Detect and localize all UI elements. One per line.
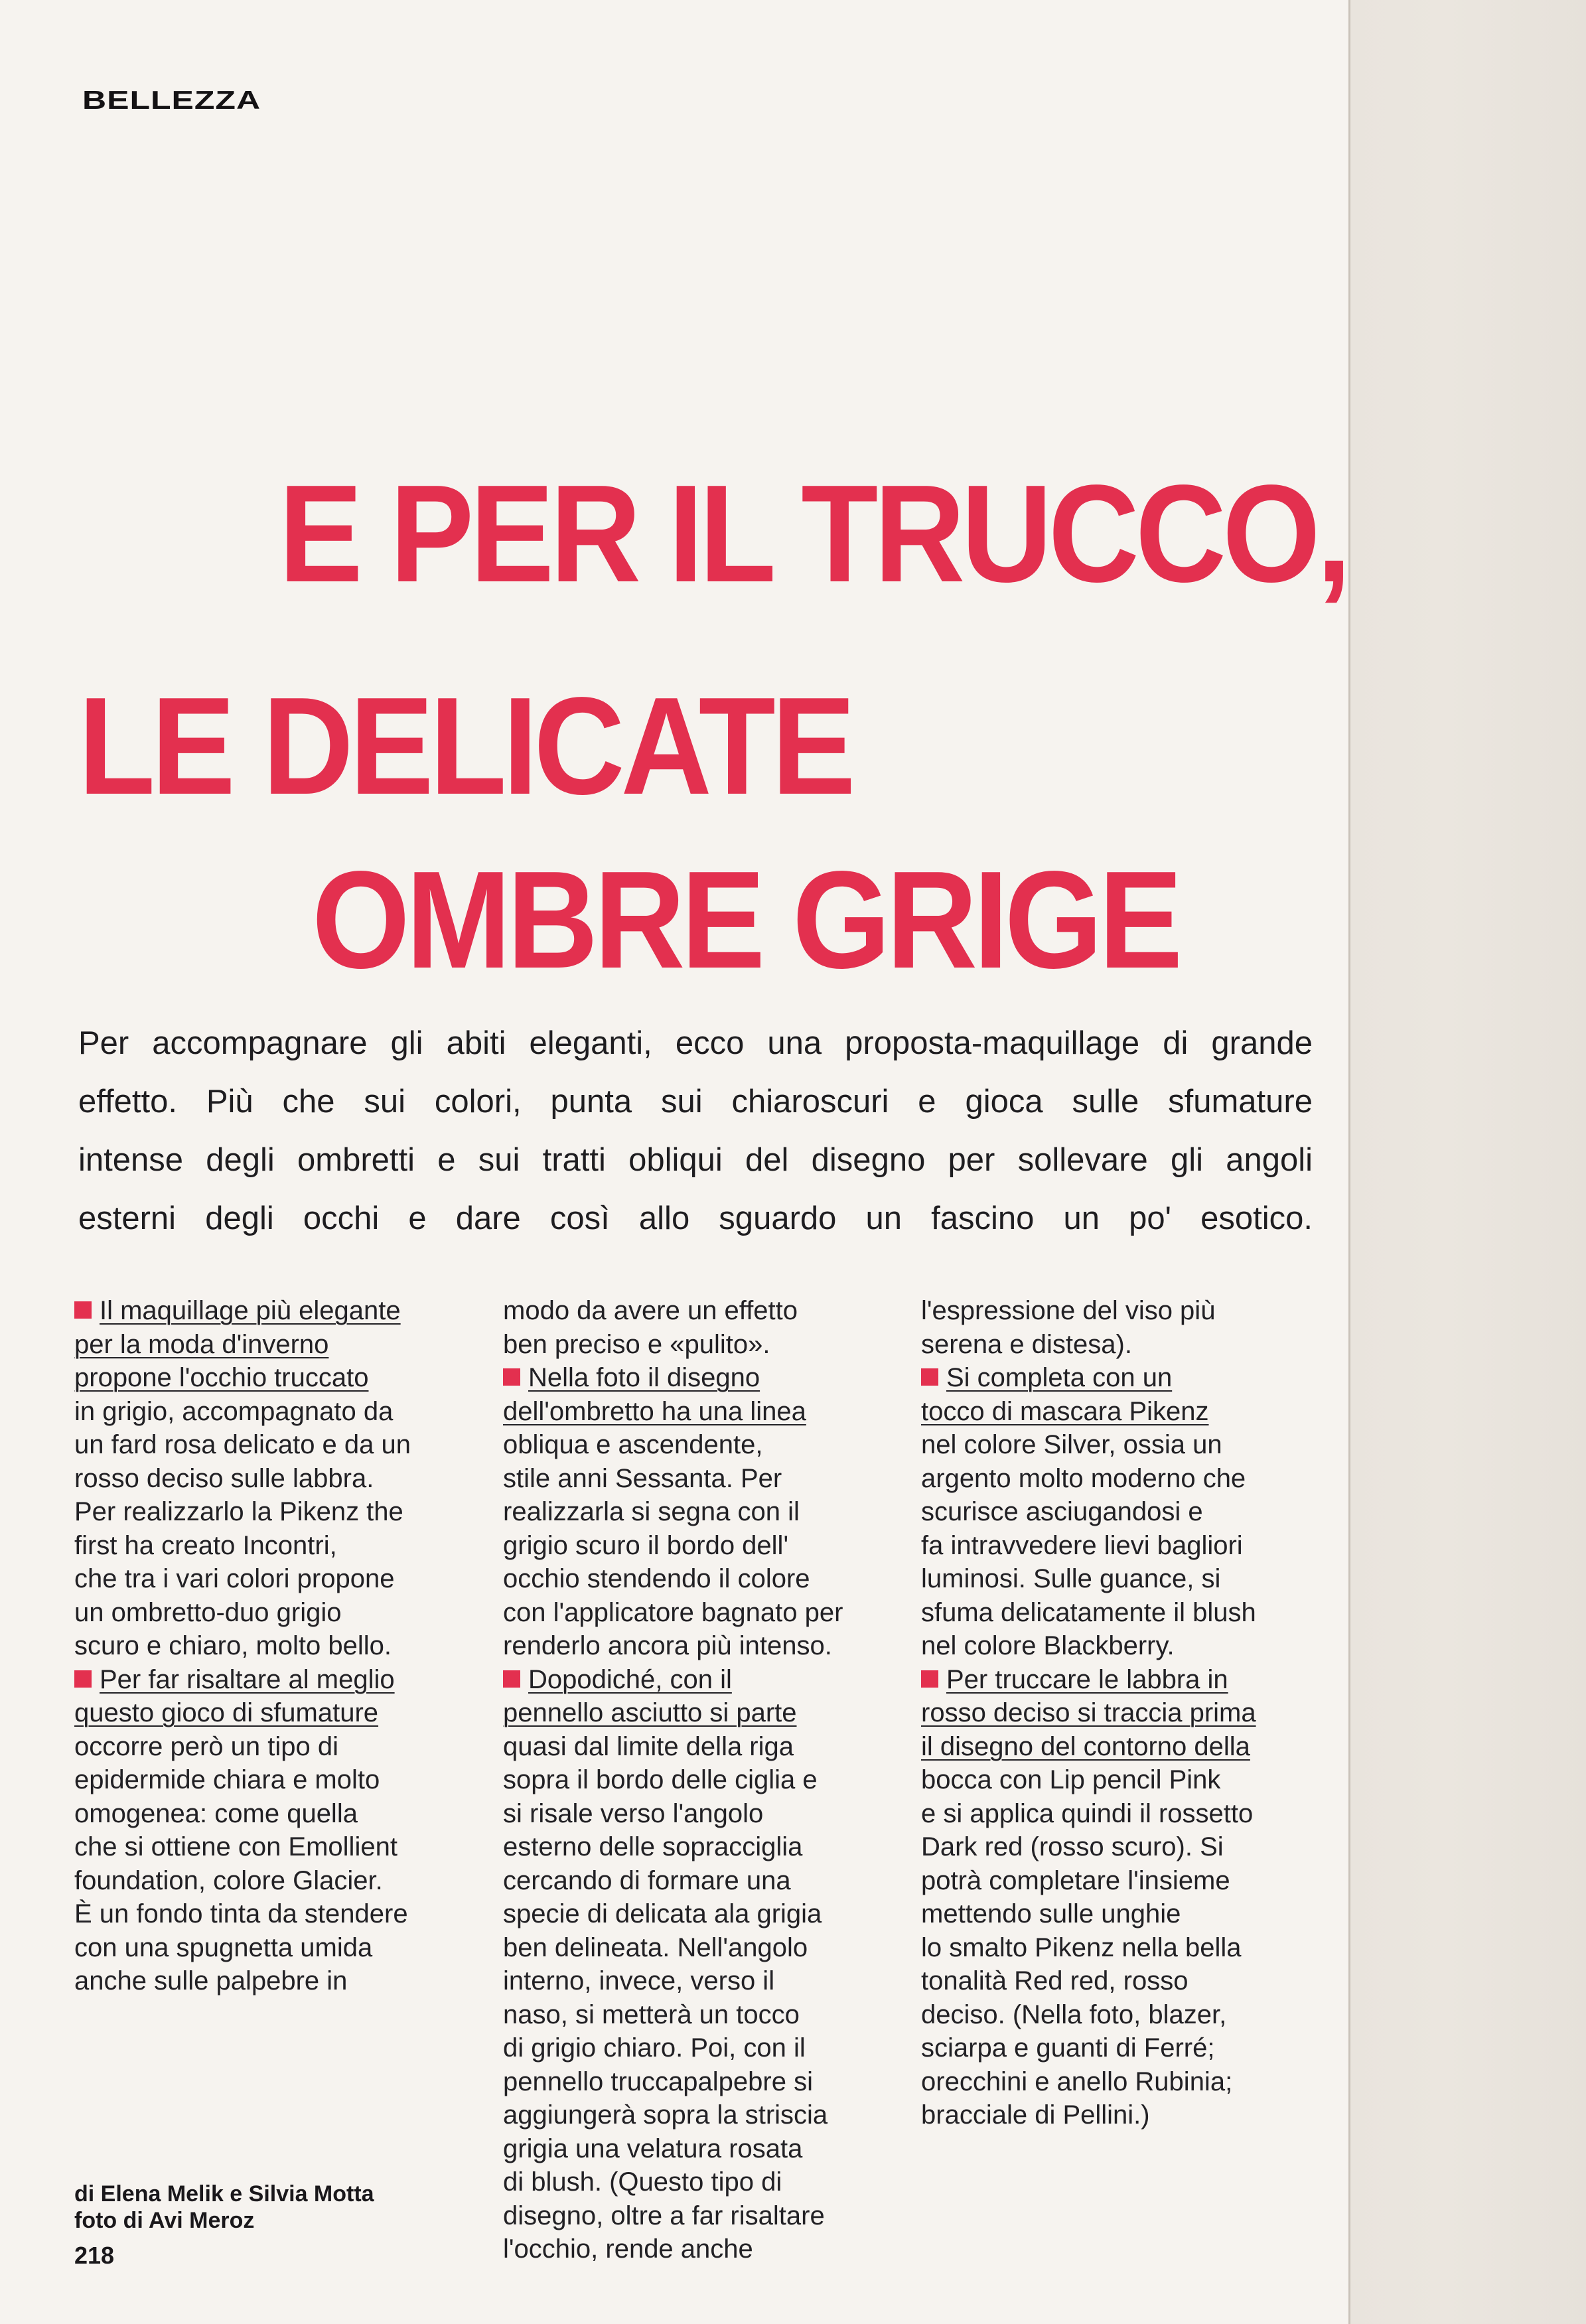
column-line: rosso deciso si traccia prima: [921, 1698, 1256, 1727]
column-line: epidermide chiara e molto: [74, 1765, 380, 1794]
column-line: tocco di mascara Pikenz: [921, 1396, 1209, 1426]
column-line: con una spugnetta umida: [74, 1932, 373, 1962]
column-line: un fard rosa delicato e da un: [74, 1430, 411, 1459]
column-line: Per truccare le labbra in: [921, 1663, 1256, 1697]
column-line: Dark red (rosso scuro). Si: [921, 1832, 1224, 1861]
column-line: grigio scuro il bordo dell': [503, 1530, 789, 1560]
column-line: fa intravvedere lievi bagliori: [921, 1530, 1243, 1560]
column-line: Il maquillage più elegante: [74, 1294, 411, 1328]
headline-line-3: OMBRE GRIGE: [312, 842, 1179, 998]
intro-paragraph: [78, 1014, 1313, 1248]
column-line: È un fondo tinta da stendere: [74, 1899, 408, 1928]
page-number: 218: [74, 2242, 115, 2269]
column-line: bracciale di Pellini.): [921, 2100, 1150, 2130]
column-line: ben delineata. Nell'angolo: [503, 1932, 808, 1962]
column-line: interno, invece, verso il: [503, 1966, 775, 1996]
headline-line-1: E PER IL TRUCCO,: [279, 456, 1348, 612]
column-line: occhio stendendo il colore: [503, 1564, 810, 1593]
bullet-square: [921, 1368, 938, 1386]
column-line: modo da avere un effetto: [503, 1296, 798, 1325]
column-line: foundation, colore Glacier.: [74, 1865, 383, 1895]
column-line: con l'applicatore bagnato per: [503, 1597, 843, 1627]
column-line: renderlo ancora più intenso.: [503, 1631, 832, 1660]
column-line: orecchini e anello Rubinia;: [921, 2067, 1233, 2096]
column-line: l'occhio, rende anche: [503, 2234, 753, 2264]
bullet-square: [74, 1670, 92, 1688]
column-line: realizzarla si segna con il: [503, 1497, 800, 1526]
column-line: scurisce asciugandosi e: [921, 1497, 1203, 1526]
column-line: il disegno del contorno della: [921, 1731, 1250, 1761]
adjacent-page-edge: [1348, 0, 1586, 2324]
column-line: esterno delle sopracciglia: [503, 1832, 803, 1861]
column-line: serena e distesa).: [921, 1329, 1132, 1359]
column-line: pennello asciutto si parte: [503, 1698, 797, 1727]
column-line: argento molto moderno che: [921, 1463, 1246, 1493]
column-line: tonalità Red red, rosso: [921, 1966, 1189, 1996]
column-line: potrà completare l'insieme: [921, 1865, 1230, 1895]
article-column-2: [503, 1294, 843, 2266]
column-line: sopra il bordo delle ciglia e: [503, 1765, 818, 1794]
column-line: obliqua e ascendente,: [503, 1430, 763, 1459]
column-line: sfuma delicatamente il blush: [921, 1597, 1256, 1627]
column-line: si risale verso l'angolo: [503, 1798, 764, 1828]
article-column-1: [74, 1294, 411, 1998]
column-line: propone l'occhio truccato: [74, 1363, 369, 1392]
column-line: questo gioco di sfumature: [74, 1698, 379, 1727]
column-line: disegno, oltre a far risaltare: [503, 2201, 825, 2230]
bullet-square: [503, 1670, 520, 1688]
column-line: ben preciso e «pulito».: [503, 1329, 770, 1359]
column-line: scuro e chiaro, molto bello.: [74, 1631, 392, 1660]
column-line: bocca con Lip pencil Pink: [921, 1765, 1221, 1794]
column-line: che tra i vari colori propone: [74, 1564, 395, 1593]
column-line: sciarpa e guanti di Ferré;: [921, 2033, 1215, 2063]
intro-line: effetto. Più che sui colori, punta sui chiaroscuri e gioca sulle sfumature: [78, 1084, 1313, 1120]
column-line: un ombretto-duo grigio: [74, 1597, 342, 1627]
photo-credit: foto di Avi Meroz: [74, 2208, 255, 2233]
column-line: Nella foto il disegno: [503, 1361, 843, 1395]
article-column-3: [921, 1294, 1256, 2132]
column-line: Dopodiché, con il: [503, 1663, 843, 1697]
column-line: lo smalto Pikenz nella bella: [921, 1932, 1242, 1962]
column-line: cercando di formare una: [503, 1865, 791, 1895]
column-line: first ha creato Incontri,: [74, 1530, 337, 1560]
column-line: specie di delicata ala grigia: [503, 1899, 822, 1928]
column-line: per la moda d'inverno: [74, 1329, 329, 1359]
column-line: nel colore Blackberry.: [921, 1631, 1175, 1660]
column-line: occorre però un tipo di: [74, 1731, 339, 1761]
column-line: Per far risaltare al meglio: [74, 1663, 411, 1697]
column-line: deciso. (Nella foto, blazer,: [921, 1999, 1227, 2029]
section-label: BELLEZZA: [82, 85, 261, 115]
authors-credit: di Elena Melik e Silvia Motta: [74, 2181, 374, 2207]
column-line: luminosi. Sulle guance, si: [921, 1564, 1221, 1593]
column-line: che si ottiene con Emollient: [74, 1832, 397, 1861]
column-line: in grigio, accompagnato da: [74, 1396, 394, 1426]
column-line: pennello truccapalpebre si: [503, 2067, 813, 2096]
column-line: anche sulle palpebre in: [74, 1966, 348, 1996]
column-line: e si applica quindi il rossetto: [921, 1798, 1254, 1828]
column-line: rosso deciso sulle labbra.: [74, 1463, 374, 1493]
column-line: stile anni Sessanta. Per: [503, 1463, 782, 1493]
column-line: Si completa con un: [921, 1361, 1256, 1395]
bullet-square: [921, 1670, 938, 1688]
bullet-square: [74, 1301, 92, 1319]
article-credits: [74, 2181, 374, 2234]
bullet-square: [503, 1368, 520, 1386]
intro-line: intense degli ombretti e sui tratti obliqui del disegno per sollevare gli angoli: [78, 1142, 1313, 1178]
column-line: omogenea: come quella: [74, 1798, 358, 1828]
headline-line-2: LE DELICATE: [78, 668, 852, 824]
column-line: di blush. (Questo tipo di: [503, 2167, 782, 2197]
intro-line: Per accompagnare gli abiti eleganti, ecco una proposta-maquillage di grande: [78, 1025, 1313, 1061]
column-line: grigia una velatura rosata: [503, 2134, 803, 2163]
column-line: l'espressione del viso più: [921, 1296, 1216, 1325]
column-line: nel colore Silver, ossia un: [921, 1430, 1222, 1459]
column-line: aggiungerà sopra la striscia: [503, 2100, 828, 2130]
column-line: di grigio chiaro. Poi, con il: [503, 2033, 806, 2063]
intro-line: esterni degli occhi e dare così allo sguardo un fascino un po' esotico.: [78, 1200, 1313, 1236]
column-line: naso, si metterà un tocco: [503, 1999, 800, 2029]
column-line: mettendo sulle unghie: [921, 1899, 1181, 1928]
column-line: dell'ombretto ha una linea: [503, 1396, 806, 1426]
column-line: quasi dal limite della riga: [503, 1731, 794, 1761]
column-line: Per realizzarlo la Pikenz the: [74, 1497, 403, 1526]
